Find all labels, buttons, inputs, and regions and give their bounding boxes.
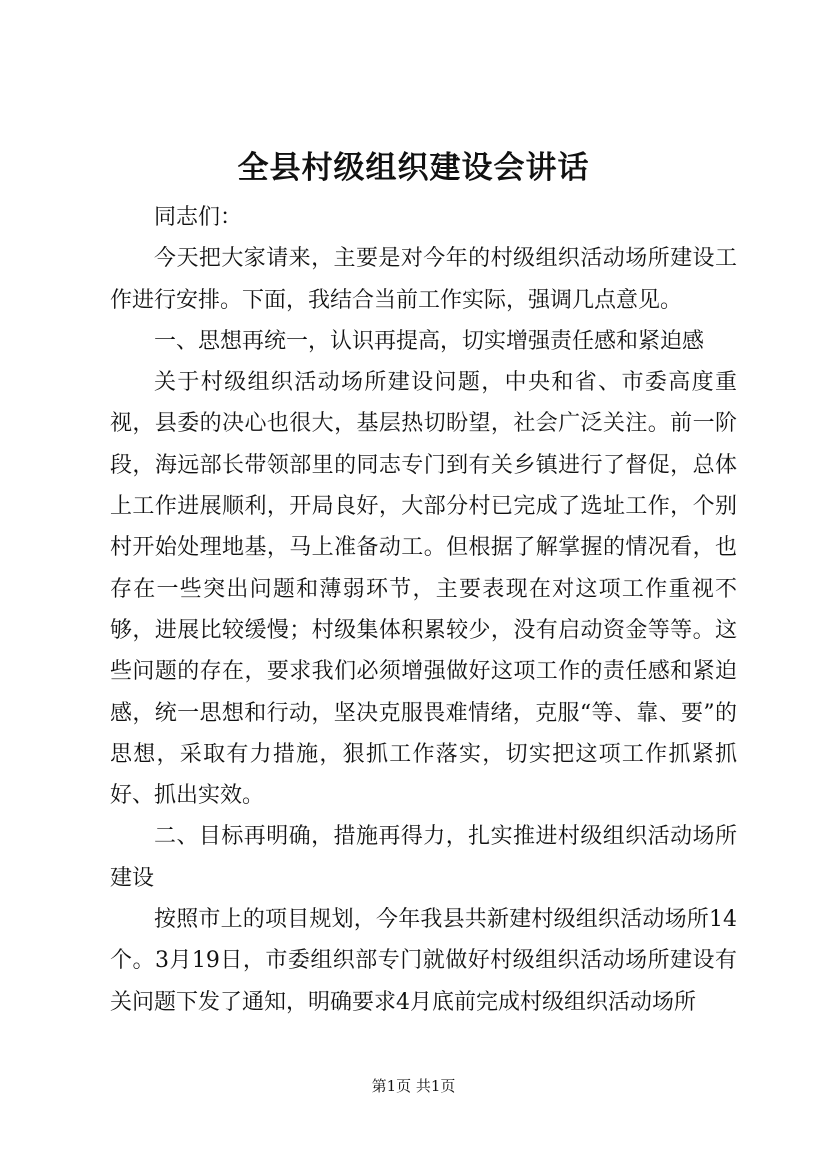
document-body bbox=[110, 197, 737, 1023]
page-footer: 第1页 共1页 bbox=[371, 1077, 456, 1095]
greeting: 同志们： bbox=[154, 205, 243, 230]
section-heading-2: 二、目标再明确，措施再得力，扎实推进村级组织活动场所建设 bbox=[110, 824, 737, 891]
document-title: 全县村级组织建设会讲话 bbox=[237, 150, 590, 186]
section-heading-1: 一、思想再统一，认识再提高，切实增强责任感和紧迫感 bbox=[154, 328, 705, 354]
paragraph-intro: 今天把大家请来，主要是对今年的村级组织活动场所建设工作进行安排。下面，我结合当前工作实际，强调几点意见。 bbox=[110, 246, 737, 313]
paragraph-section-2: 按照市上的项目规划，今年我县共新建村级组织活动场所14个。3月19日，市委组织部专门就做好村级组织活动场所建设有关问题下发了通知，明确要求4月底前完成村级组织活动场所 bbox=[110, 907, 737, 1015]
paragraph-section-1: 关于村级组织活动场所建设问题，中央和省、市委高度重视，县委的决心也很大，基层热切盼望，社会广泛关注。前一阶段，海远部长带领部里的同志专门到有关乡镇进行了督促，总体上工作进展顺利，开局良好，大部分村已完成了选址工作，个别村开始处理地基，马上准备动工。但根据了解掌握的情况看，也存在一些突出问题和薄弱环节，主要表现在对这项工作重视不够，进展比较缓慢；村级集体积累较少，没有启动资金等等。这些问题的存在，要求我们必须增强做好这项工作的责任感和紧迫感，统一思想和行动，坚决克服畏难情绪，克服“等、靠、要”的思想，采取有力措施，狠抓工作落实，切实把这项工作抓紧抓好、抓出实效。 bbox=[110, 370, 737, 809]
